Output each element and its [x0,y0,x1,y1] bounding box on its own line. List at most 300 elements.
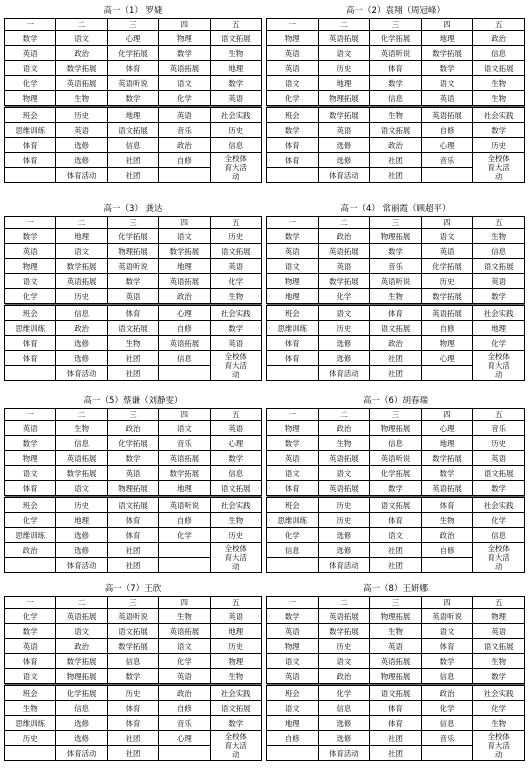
timetable-cell: 英语 [421,91,473,106]
timetable-cell: 社团 [107,366,158,381]
timetable-cell: 英语 [5,46,56,61]
timetable-cell: 物理拓展 [370,609,422,624]
timetable-cell: 音乐 [421,731,473,746]
weekday-header-row [267,217,525,229]
timetable-cell: 语文 [421,624,473,639]
timetable-cell: 体育 [370,306,422,321]
timetable-cell: 信息 [421,716,473,731]
timetable-cell: 化学 [5,76,56,91]
timetable-cell: 英语 [318,123,370,138]
timetable-cell: 数学拓展 [421,289,473,304]
timetable-cell: 生物 [473,229,525,244]
weekday-header: 四 [159,409,210,421]
timetable-cell: 语文 [318,654,370,669]
table-row [5,498,262,513]
schedule-table [4,596,262,761]
timetable-cell: 体育 [370,701,422,716]
timetable-cell: 自修 [421,543,473,558]
timetable-cell: 信息 [473,244,525,259]
timetable-cell: 英语拓展 [318,481,370,496]
table-row [267,686,525,701]
timetable-cell: 语文 [56,31,107,46]
timetable-cell: 数学拓展 [56,654,107,669]
table-row [267,654,525,669]
timetable-cell: 地理 [421,31,473,46]
class-title: 高一（7）王欣 [104,584,162,594]
table-row [267,289,525,304]
table-row [5,513,262,528]
timetable-cell: 历史 [473,138,525,153]
timetable-cell: 信息 [56,436,107,451]
timetable-cell: 政治 [370,336,422,351]
timetable-cell: 选修 [56,543,107,558]
table-row [5,336,262,351]
timetable-cell: 政治 [318,669,370,684]
timetable-cell: 化学拓展 [107,436,158,451]
timetable-cell: 英语拓展 [318,31,370,46]
timetable-cell: 生物 [210,46,261,61]
timetable-cell: 物理拓展 [370,421,422,436]
timetable-cell: 思维训练 [267,513,319,528]
timetable-cell: 英语拓展 [159,336,210,351]
timetable-cell: 物理 [421,336,473,351]
table-row [267,436,525,451]
timetable-cell: 化学拓展 [107,229,158,244]
timetable-cell: 化学 [159,654,210,669]
timetable-cell: 数学 [107,91,158,106]
timetable-cell: 体育 [107,513,158,528]
timetable-cell: 心理 [107,31,158,46]
table-row [267,498,525,513]
timetable-cell: 地理 [159,481,210,496]
timetable-cell: 语文拓展 [210,31,261,46]
timetable-cell: 数学 [473,669,525,684]
timetable-cell: 音乐 [473,421,525,436]
timetable-cell: 地理 [56,513,107,528]
timetable-cell: 英语 [370,639,422,654]
timetable-cell: 社团 [370,168,422,183]
timetable-cell: 英语 [318,259,370,274]
timetable-cell: 英语听说 [107,76,158,91]
timetable-cell: 数学 [473,481,525,496]
timetable-cell: 社团 [370,543,422,558]
class-title: 高一（4） 常丽霞（顾超平） [340,204,451,214]
class-timetable [4,582,262,761]
timetable-cell: 语文拓展 [210,481,261,496]
timetable-cell: 班会 [5,686,56,701]
table-row [267,481,525,496]
timetable-cell: 数学 [267,436,319,451]
weekday-header: 三 [370,597,422,609]
timetable-cell: 生物 [210,669,261,684]
table-row [5,669,262,684]
table-row [5,528,262,543]
timetable-cell: 自修 [159,701,210,716]
timetable-cell: 英语 [210,609,261,624]
timetable-cell [267,168,319,183]
timetable-cell: 体育 [5,138,56,153]
timetable-cell: 语文拓展 [473,639,525,654]
timetable-cell: 政治 [56,321,107,336]
timetable-cell: 语文 [159,76,210,91]
timetable-cell: 英语听说 [107,609,158,624]
timetable-cell: 选修 [56,153,107,168]
timetable-cell: 社团 [370,558,422,573]
timetable-cell: 历史 [318,498,370,513]
weekday-header: 五 [473,597,525,609]
timetable-cell: 语文 [56,624,107,639]
weekday-header: 四 [159,217,210,229]
timetable-cell [421,168,473,183]
timetable-cell: 体育 [370,513,422,528]
timetable-cell: 化学拓展 [370,31,422,46]
table-row [5,153,262,168]
table-row [5,259,262,274]
timetable-cell: 数学 [159,46,210,61]
timetable-cell [5,746,56,761]
timetable-cell: 物理拓展 [370,669,422,684]
timetable-cell: 社团 [107,746,158,761]
timetable-cell: 自修 [159,321,210,336]
timetable-cell: 化学 [5,289,56,304]
schedule-table [4,408,262,573]
timetable-cell: 语文拓展 [370,686,422,701]
table-row [267,31,525,46]
table-row [267,274,525,289]
table-row [267,61,525,76]
timetable-cell: 体育 [107,716,158,731]
class-timetable [4,202,262,381]
timetable-cell: 生物 [473,654,525,669]
timetable-cell: 数学拓展 [421,46,473,61]
timetable-cell: 政治 [107,421,158,436]
timetable-cell: 地理 [267,716,319,731]
weekday-header: 五 [473,19,525,31]
timetable-cell: 信息 [56,701,107,716]
timetable-cell: 社团 [107,731,158,746]
timetable-cell: 选修 [318,138,370,153]
timetable-cell: 英语拓展 [421,108,473,123]
timetable-cell: 英语 [267,46,319,61]
timetable-cell: 历史 [5,731,56,746]
timetable-cell: 英语 [473,624,525,639]
timetable-cell: 历史 [473,436,525,451]
timetable-cell: 体育 [421,639,473,654]
timetable-cell: 思维训练 [5,123,56,138]
weekday-header: 四 [159,597,210,609]
schedule-table [4,18,262,183]
timetable-cell: 化学拓展 [421,259,473,274]
timetable-cell: 社团 [107,543,158,558]
timetable-cell: 社团 [107,153,158,168]
timetable-cell: 语文拓展 [107,321,158,336]
timetable-cell: 化学 [318,686,370,701]
weekday-header-row [267,19,525,31]
timetable-cell: 体育 [267,153,319,168]
timetable-cell: 政治 [370,138,422,153]
timetable-cell: 英语听说 [370,274,422,289]
weekday-header: 一 [267,597,319,609]
timetable-cell: 社团 [370,153,422,168]
timetable-cell: 全校体育大活动 [473,731,525,761]
timetable-cell: 体育 [267,481,319,496]
timetable-cell: 语文 [370,528,422,543]
timetable-cell: 数学 [210,451,261,466]
weekday-header: 二 [318,409,370,421]
timetable-cell: 英语 [267,451,319,466]
timetable-cell: 体育 [267,138,319,153]
timetable-cell: 语文拓展 [370,498,422,513]
timetable-cell: 英语拓展 [56,451,107,466]
timetable-cell: 政治 [421,528,473,543]
timetable-cell: 地理 [159,259,210,274]
timetable-cell: 社团 [107,558,158,573]
timetable-cell: 自修 [159,153,210,168]
timetable-cell: 生物 [159,609,210,624]
table-row [5,624,262,639]
timetable-cell: 历史 [107,686,158,701]
table-row [5,686,262,701]
timetable-cell: 选修 [56,351,107,366]
timetable-cell: 心理 [159,731,210,746]
weekday-header: 三 [370,409,422,421]
timetable-cell: 数学 [5,436,56,451]
timetable-cell: 选修 [318,716,370,731]
timetable-cell: 语文 [159,421,210,436]
timetable-cell: 数学拓展 [56,61,107,76]
timetable-cell: 数学 [107,274,158,289]
timetable-cell: 体育活动 [318,558,370,573]
table-row [5,466,262,481]
timetable-cell: 英语 [210,91,261,106]
timetable-cell: 物理 [5,259,56,274]
timetable-cell: 数学 [5,229,56,244]
timetable-cell: 数学 [421,466,473,481]
timetable-cell: 数学 [421,61,473,76]
timetable-cell: 全校体育大活动 [210,731,261,761]
timetable-cell: 体育 [107,528,158,543]
table-row [5,91,262,106]
timetable-cell: 化学 [210,274,261,289]
timetable-cell: 班会 [267,306,319,321]
timetable-cell: 物理 [267,31,319,46]
weekday-header: 五 [210,409,261,421]
timetable-cell: 英语拓展 [159,61,210,76]
weekday-header: 一 [5,409,56,421]
table-row [267,731,525,746]
timetable-cell: 物理 [5,91,56,106]
timetable-cell: 数学 [473,289,525,304]
timetable-cell: 英语 [267,669,319,684]
timetable-cell: 全校体育大活动 [210,153,261,183]
timetable-cell: 体育活动 [56,366,107,381]
timetable-cell: 数学 [5,31,56,46]
timetable-cell: 数学 [370,481,422,496]
timetable-cell: 班会 [267,108,319,123]
timetable-cell: 地理 [107,108,158,123]
timetable-cell: 信息 [370,436,422,451]
weekday-header: 二 [56,409,107,421]
timetable-cell: 英语 [473,274,525,289]
table-row [5,481,262,496]
timetable-cell: 历史 [318,513,370,528]
timetable-cell: 英语 [210,259,261,274]
timetable-cell: 化学 [5,513,56,528]
timetable-cell: 音乐 [159,123,210,138]
timetable-cell: 体育 [5,153,56,168]
timetable-cell: 英语听说 [370,46,422,61]
timetable-cell: 语文拓展 [473,61,525,76]
timetable-cell [421,746,473,761]
timetable-cell: 语文 [318,46,370,61]
class-title: 高一（8）王妍娜 [363,584,428,594]
timetable-cell: 社会实践 [473,306,525,321]
timetable-cell: 信息 [56,306,107,321]
timetable-cell: 数学 [473,123,525,138]
timetable-cell: 信息 [107,138,158,153]
table-row [267,138,525,153]
table-row [267,421,525,436]
timetable-cell: 语文 [267,76,319,91]
table-row [5,421,262,436]
timetable-cell: 选修 [318,153,370,168]
timetable-cell: 社团 [370,366,422,381]
timetable-cell: 选修 [56,138,107,153]
table-row [267,244,525,259]
timetable-cell: 语文 [5,669,56,684]
timetable-cell: 选修 [318,731,370,746]
timetable-cell: 物理拓展 [107,244,158,259]
class-timetable [4,4,262,183]
timetable-cell: 物理 [210,654,261,669]
timetable-cell: 语文 [318,466,370,481]
table-row [5,701,262,716]
timetable-cell: 英语 [267,244,319,259]
timetable-cell: 历史 [210,229,261,244]
timetable-cell: 地理 [56,229,107,244]
timetable-cell: 英语拓展 [159,451,210,466]
weekday-header: 五 [210,217,261,229]
timetable-cell: 化学拓展 [56,686,107,701]
table-row [5,731,262,746]
timetable-cell: 英语 [210,336,261,351]
timetable-cell: 生物 [473,91,525,106]
table-row [267,451,525,466]
class-timetable [266,202,525,381]
timetable-cell: 心理 [421,421,473,436]
timetable-cell: 语文 [5,466,56,481]
table-row [5,436,262,451]
timetable-cell: 语文 [56,481,107,496]
timetable-cell: 语文拓展 [210,244,261,259]
weekday-header: 二 [318,597,370,609]
table-row [5,76,262,91]
schedule-table [266,216,525,381]
table-row [5,716,262,731]
weekday-header-row [5,217,262,229]
weekday-header: 三 [370,19,422,31]
timetable-cell: 生物 [210,513,261,528]
timetable-cell: 地理 [318,76,370,91]
weekday-header: 三 [107,217,158,229]
table-row [5,543,262,558]
table-row [5,609,262,624]
timetable-cell: 化学拓展 [370,466,422,481]
timetable-cell: 英语 [107,466,158,481]
table-row [267,543,525,558]
timetable-cell: 物理 [267,639,319,654]
timetable-cell: 英语 [267,61,319,76]
weekday-header-row [267,409,525,421]
schedule-table [266,18,525,183]
timetable-cell: 体育 [370,61,422,76]
table-row [5,321,262,336]
weekday-header-row [5,597,262,609]
timetable-cell [267,558,319,573]
timetable-cell: 体育 [5,336,56,351]
timetable-cell: 生物 [473,76,525,91]
timetable-cell: 物理拓展 [107,481,158,496]
table-row [5,108,262,123]
timetable-cell [421,558,473,573]
timetable-cell: 物理 [159,31,210,46]
timetable-cell: 信息 [267,543,319,558]
class-title: 高一（6）胡春瑞 [363,396,428,406]
timetable-cell: 语文 [318,306,370,321]
timetable-cell: 体育 [267,336,319,351]
weekday-header: 一 [267,217,319,229]
timetable-cell: 英语听说 [421,609,473,624]
timetable-cell: 自修 [421,123,473,138]
timetable-cell: 心理 [210,436,261,451]
timetable-cell: 政治 [56,639,107,654]
table-row [267,321,525,336]
timetable-cell: 体育 [370,716,422,731]
timetable-cell [5,168,56,183]
timetable-cell: 社团 [370,731,422,746]
weekday-header: 三 [107,409,158,421]
timetable-cell: 语文 [159,639,210,654]
timetable-cell: 历史 [56,289,107,304]
timetable-cell: 数学 [421,654,473,669]
timetable-cell: 数学拓展 [421,451,473,466]
timetable-cell: 信息 [473,46,525,61]
timetable-cell: 体育 [267,351,319,366]
timetable-cell: 化学 [5,609,56,624]
timetable-cell: 选修 [318,543,370,558]
table-row [267,123,525,138]
table-row [267,639,525,654]
timetable-cell: 全校体育大活动 [473,543,525,573]
timetable-cell: 数学 [267,609,319,624]
timetable-cell: 数学 [267,229,319,244]
timetable-cell: 数学拓展 [56,259,107,274]
timetable-cell: 政治 [159,138,210,153]
table-row [267,336,525,351]
timetable-cell: 生物 [107,336,158,351]
timetable-cell: 社会实践 [210,108,261,123]
timetable-cell: 化学拓展 [107,46,158,61]
weekday-header: 五 [210,597,261,609]
timetable-cell: 语文拓展 [107,123,158,138]
timetable-cell: 化学 [473,513,525,528]
timetable-cell: 生物 [370,624,422,639]
timetable-cell: 历史 [210,528,261,543]
timetable-cell: 语文 [267,654,319,669]
timetable-cell: 英语拓展 [56,609,107,624]
timetable-cell: 语文拓展 [107,624,158,639]
timetable-cell: 社会实践 [473,498,525,513]
